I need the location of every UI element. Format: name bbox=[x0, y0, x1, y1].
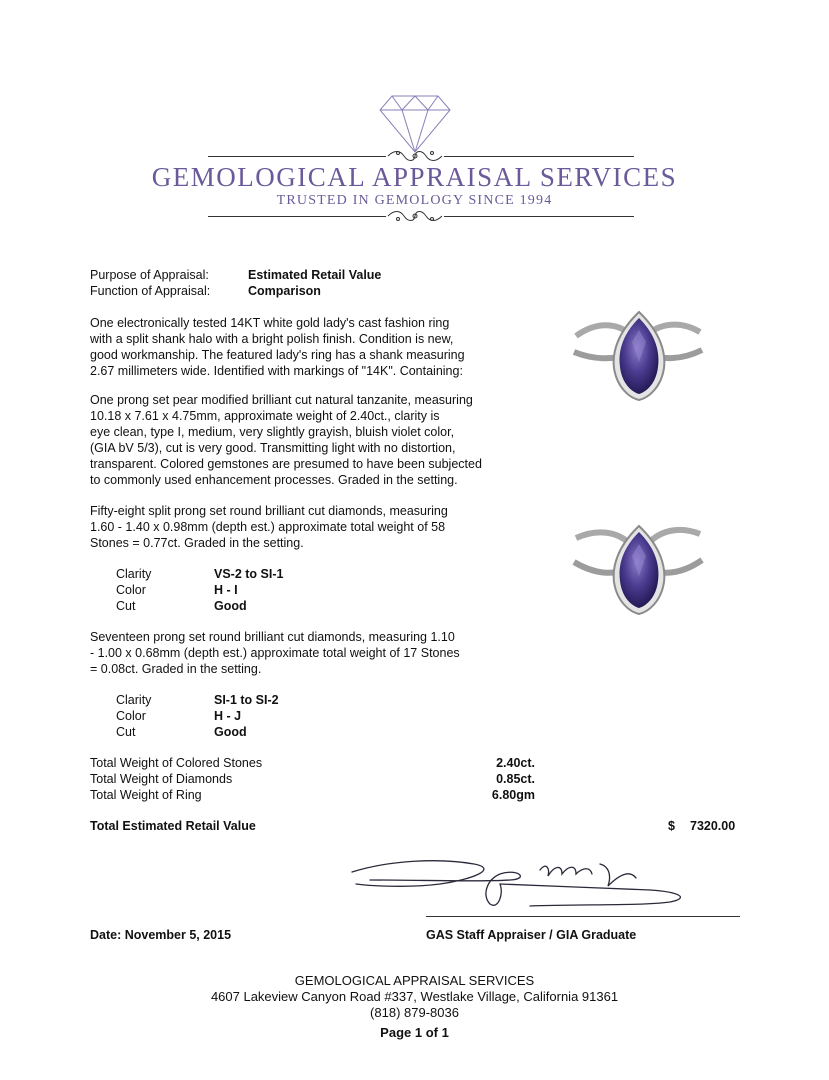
description-line: with a split shank halo with a bright polish finish. Condition is new, bbox=[90, 332, 454, 346]
header-rule-top-left bbox=[208, 156, 386, 157]
function-value: Comparison bbox=[248, 284, 321, 298]
clarity-value: SI-1 to SI-2 bbox=[214, 693, 279, 707]
cut-label: Cut bbox=[116, 725, 136, 739]
header-rule-bottom-left bbox=[208, 216, 386, 217]
description-line: One prong set pear modified brilliant cut natural tanzanite, measuring bbox=[90, 393, 473, 407]
description-line: 1.60 - 1.40 x 0.98mm (depth est.) approximate total weight of 58 bbox=[90, 520, 446, 534]
footer-phone: (818) 879-8036 bbox=[370, 1005, 459, 1020]
description-line: 2.67 millimeters wide. Identified with markings of "14K". Containing: bbox=[90, 364, 463, 378]
purpose-label: Purpose of Appraisal: bbox=[90, 268, 209, 282]
footer-address: 4607 Lakeview Canyon Road #337, Westlake Village, California 91361 bbox=[210, 989, 619, 1004]
description-line: transparent. Colored gemstones are presumed to have been subjected bbox=[90, 457, 482, 471]
retail-value-amount: 7320.00 bbox=[690, 819, 736, 833]
diamonds-1-description bbox=[90, 503, 448, 551]
description-line: One electronically tested 14KT white gold lady's cast fashion ring bbox=[90, 316, 450, 330]
description-line: Stones = 0.77ct. Graded in the setting. bbox=[90, 536, 304, 550]
total-ring-weight-value: 6.80gm bbox=[491, 788, 535, 802]
description-line: (GIA bV 5/3), cut is very good. Transmitting light with no distortion, bbox=[90, 441, 456, 455]
retail-value-label: Total Estimated Retail Value bbox=[90, 819, 256, 833]
appraisal-date: Date: November 5, 2015 bbox=[90, 928, 232, 942]
ring-description bbox=[90, 315, 465, 379]
color-label: Color bbox=[116, 709, 146, 723]
color-value: H - I bbox=[214, 583, 238, 597]
description-line: - 1.00 x 0.68mm (depth est.) approximate total weight of 17 Stones bbox=[90, 646, 460, 660]
signature-line bbox=[426, 916, 740, 917]
description-line: eye clean, type I, medium, very slightly grayish, bluish violet color, bbox=[90, 425, 455, 439]
purpose-value: Estimated Retail Value bbox=[248, 268, 382, 282]
total-ring-weight-label: Total Weight of Ring bbox=[90, 788, 202, 802]
description-line: = 0.08ct. Graded in the setting. bbox=[90, 662, 262, 676]
company-name: GEMOLOGICAL APPRAISAL SERVICES bbox=[151, 162, 678, 192]
header-rule-top-right bbox=[444, 156, 634, 157]
center-stone-description bbox=[90, 392, 482, 488]
scroll-ornament-icon bbox=[386, 208, 444, 224]
clarity-value: VS-2 to SI-1 bbox=[214, 567, 284, 581]
cut-label: Cut bbox=[116, 599, 136, 613]
function-label: Function of Appraisal: bbox=[90, 284, 211, 298]
description-line: good workmanship. The featured lady's ring has a shank measuring bbox=[90, 348, 465, 362]
cut-value: Good bbox=[214, 725, 247, 739]
currency-symbol: $ bbox=[668, 819, 675, 833]
cut-value: Good bbox=[214, 599, 247, 613]
footer-company: GEMOLOGICAL APPRAISAL SERVICES bbox=[294, 973, 535, 988]
color-value: H - J bbox=[214, 709, 242, 723]
clarity-label: Clarity bbox=[116, 567, 152, 581]
total-colored-stones-label: Total Weight of Colored Stones bbox=[90, 756, 263, 770]
clarity-label: Clarity bbox=[116, 693, 152, 707]
appraiser-title: GAS Staff Appraiser / GIA Graduate bbox=[426, 928, 637, 942]
appraiser-signature bbox=[350, 850, 710, 914]
total-diamonds-value: 0.85ct. bbox=[496, 772, 535, 786]
header-rule-bottom-right bbox=[444, 216, 634, 217]
color-label: Color bbox=[116, 583, 146, 597]
total-diamonds-label: Total Weight of Diamonds bbox=[90, 772, 233, 786]
company-tagline: TRUSTED IN GEMOLOGY SINCE 1994 bbox=[276, 193, 553, 208]
description-line: Fifty-eight split prong set round brilliant cut diamonds, measuring bbox=[90, 504, 448, 518]
description-line: 10.18 x 7.61 x 4.75mm, approximate weight of 2.40ct., clarity is bbox=[90, 409, 440, 423]
description-line: Seventeen prong set round brilliant cut diamonds, measuring 1.10 bbox=[90, 630, 455, 644]
ring-photo-bottom bbox=[568, 518, 708, 628]
description-line: to commonly used enhancement processes. Graded in the setting. bbox=[90, 473, 458, 487]
diamonds-2-description bbox=[90, 629, 460, 677]
total-colored-stones-value: 2.40ct. bbox=[496, 756, 535, 770]
ring-photo-top bbox=[568, 302, 708, 412]
page-number: Page 1 of 1 bbox=[380, 1025, 449, 1040]
diamond-outline-icon bbox=[378, 92, 452, 154]
